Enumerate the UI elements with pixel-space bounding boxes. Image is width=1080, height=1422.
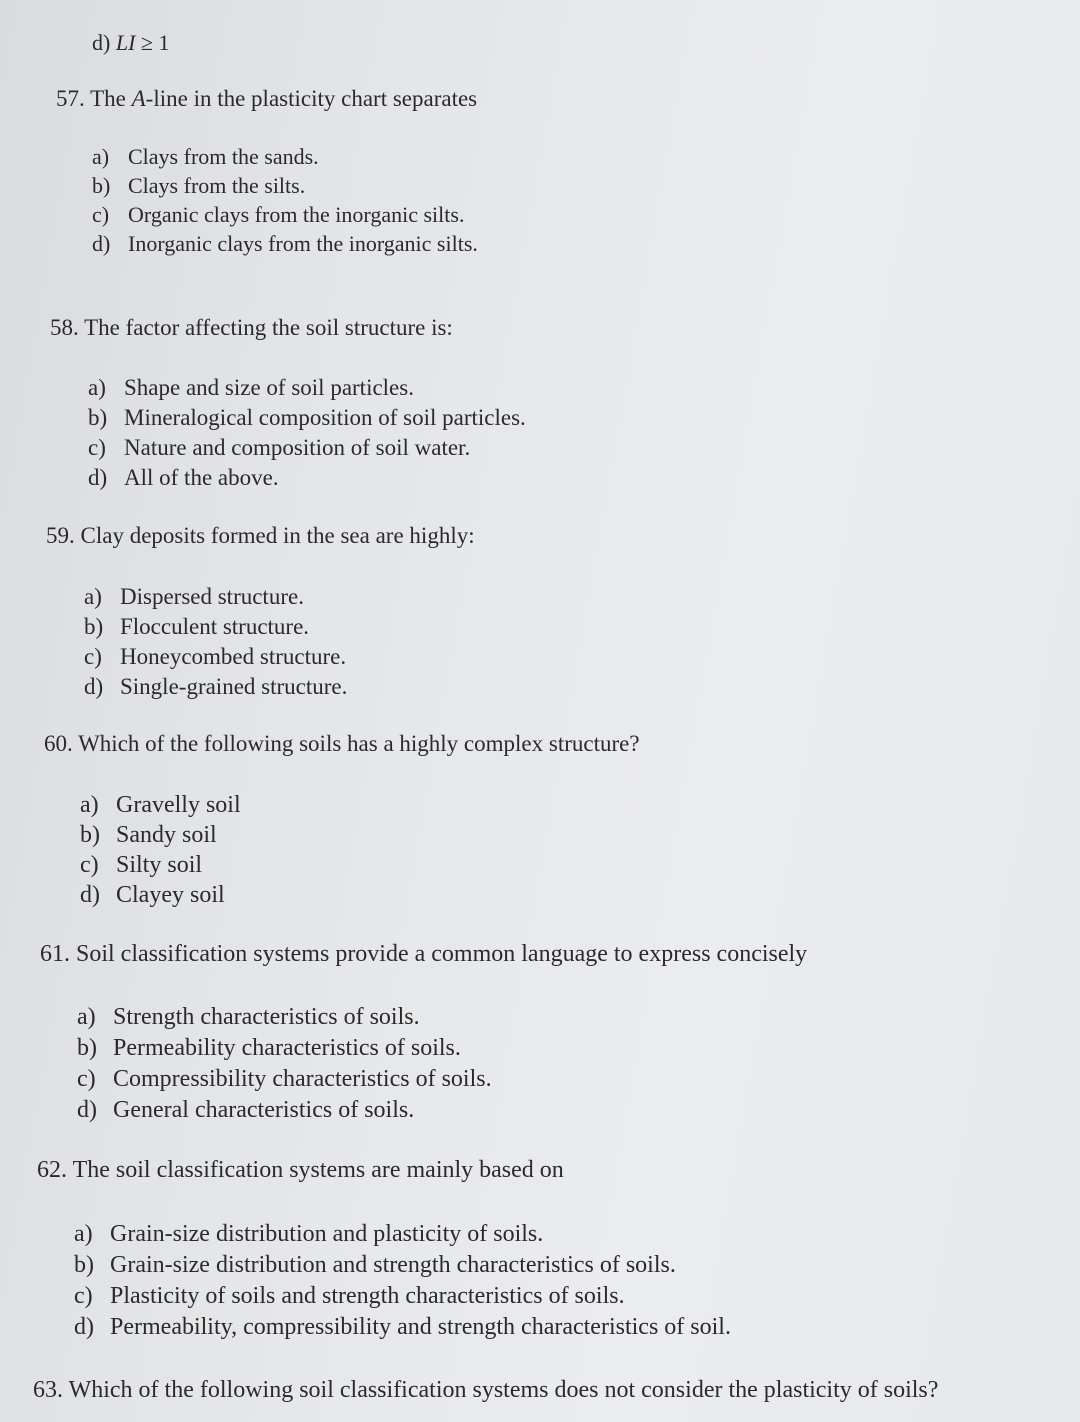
question-62	[37, 1157, 564, 1184]
option-letter: b)	[92, 173, 111, 198]
option-text: Inorganic clays from the inorganic silts.	[128, 231, 478, 256]
question-57	[56, 86, 477, 112]
option-text: Nature and composition of soil water.	[124, 435, 471, 460]
option-a	[74, 1219, 731, 1250]
option-text: Grain-size distribution and strength characteristics of soils.	[110, 1252, 676, 1278]
question-number: 61.	[40, 941, 70, 967]
option-text: Mineralogical composition of soil particles.	[124, 405, 526, 430]
option-d	[88, 463, 526, 493]
question-text	[40, 941, 807, 968]
option-letter: d)	[77, 1097, 97, 1123]
question-number: 63.	[33, 1377, 63, 1403]
option-b	[74, 1250, 731, 1281]
option-letter: b)	[88, 405, 108, 430]
question-text	[37, 1157, 564, 1184]
option-text: Permeability, compressibility and strength characteristics of soil.	[110, 1314, 731, 1340]
option-text: Strength characteristics of soils.	[113, 1004, 420, 1030]
option-letter: d)	[92, 231, 111, 256]
option-text: Clayey soil	[116, 882, 225, 908]
question-text-part: The soil classification systems are mainly based on	[72, 1157, 564, 1183]
option-letter: a)	[88, 375, 106, 400]
option-text: Clays from the silts.	[128, 173, 306, 198]
question-60	[44, 731, 640, 757]
option-letter: b)	[80, 822, 100, 848]
question-59	[46, 523, 475, 549]
question-text-part: Clay deposits formed in the sea are highly:	[80, 523, 475, 548]
option-text: Organic clays from the inorganic silts.	[128, 202, 465, 227]
option-letter: b)	[84, 614, 104, 639]
question-text-part: The	[90, 86, 132, 111]
option-letter: c)	[80, 852, 99, 878]
option-text: Plasticity of soils and strength characteristics of soils.	[110, 1283, 625, 1309]
option-text: Single-grained structure.	[120, 674, 348, 699]
option-text: ≥ 1	[140, 30, 170, 55]
option-a	[88, 373, 526, 403]
option-text: General characteristics of soils.	[113, 1097, 415, 1123]
previous-question-option-d	[92, 30, 169, 56]
question-text-part: -line in the plasticity chart separates	[145, 86, 478, 111]
option-d	[84, 672, 347, 702]
option-letter: c)	[88, 435, 106, 460]
option-text: Flocculent structure.	[120, 614, 310, 639]
options-61	[77, 1002, 492, 1126]
question-text	[44, 731, 640, 757]
option-d	[77, 1095, 492, 1126]
question-61	[40, 941, 807, 968]
option-c	[88, 433, 526, 463]
option-letter: a)	[84, 584, 102, 609]
option-b	[88, 403, 526, 433]
question-text	[46, 523, 475, 549]
option-text: Dispersed structure.	[120, 584, 304, 609]
option-letter: a)	[92, 144, 110, 169]
option-text: Gravelly soil	[116, 792, 241, 818]
option-text: Clays from the sands.	[128, 144, 319, 169]
question-text	[33, 1377, 938, 1404]
options-62	[74, 1219, 731, 1343]
option-letter: a)	[77, 1004, 96, 1030]
question-text-part: Which of the following soils has a highly complex structure?	[78, 731, 640, 756]
option-letter: b)	[74, 1252, 94, 1278]
option-a	[92, 142, 478, 171]
question-number: 59.	[46, 523, 75, 548]
option-text: Sandy soil	[116, 822, 217, 848]
options-58	[88, 373, 526, 493]
option-c	[77, 1064, 492, 1095]
question-number: 60.	[44, 731, 73, 756]
option-letter: d)	[80, 882, 100, 908]
option-b	[84, 612, 347, 642]
option-d	[92, 229, 478, 258]
option-c	[84, 642, 347, 672]
question-63	[33, 1377, 938, 1404]
options-57	[92, 142, 478, 258]
option-text: Grain-size distribution and plasticity of soils.	[110, 1221, 544, 1247]
option-a	[77, 1002, 492, 1033]
question-text-part: Soil classification systems provide a common language to express concisely	[76, 941, 808, 967]
option-text: Honeycombed structure.	[120, 644, 347, 669]
question-number: 57.	[56, 86, 85, 111]
option-letter: d)	[88, 465, 108, 490]
option-letter: d)	[92, 30, 111, 55]
option-c	[74, 1281, 731, 1312]
options-60	[80, 790, 241, 910]
question-text	[56, 86, 477, 112]
option-text: Shape and size of soil particles.	[124, 375, 414, 400]
option-letter: d)	[74, 1314, 94, 1340]
option-letter: a)	[74, 1221, 93, 1247]
option-letter: a)	[80, 792, 99, 818]
question-58	[50, 315, 453, 341]
option-a	[80, 790, 241, 820]
question-text	[50, 315, 453, 341]
option-text: Permeability characteristics of soils.	[113, 1035, 461, 1061]
option-text: All of the above.	[124, 465, 279, 490]
option-letter: c)	[74, 1283, 93, 1309]
option-letter: c)	[84, 644, 102, 669]
question-text-part: The factor affecting the soil structure is:	[84, 315, 453, 340]
option-text: Silty soil	[116, 852, 203, 878]
option-b	[77, 1033, 492, 1064]
question-number: 62.	[37, 1157, 67, 1183]
question-text-italic: A	[131, 86, 146, 111]
liquidity-index-symbol: LI	[115, 30, 136, 55]
option-d	[80, 880, 241, 910]
option-c	[92, 200, 478, 229]
option-letter: d)	[84, 674, 104, 699]
question-text-part: Which of the following soil classification systems does not consider the plasticity of soils?	[68, 1377, 939, 1403]
option-text: Compressibility characteristics of soils.	[113, 1066, 492, 1092]
option-b	[92, 171, 478, 200]
option-c	[80, 850, 241, 880]
option-letter: c)	[77, 1066, 96, 1092]
question-number: 58.	[50, 315, 79, 340]
option-d	[74, 1312, 731, 1343]
option-b	[80, 820, 241, 850]
option-letter: c)	[92, 202, 110, 227]
options-59	[84, 582, 347, 702]
option-a	[84, 582, 347, 612]
option-letter: b)	[77, 1035, 97, 1061]
